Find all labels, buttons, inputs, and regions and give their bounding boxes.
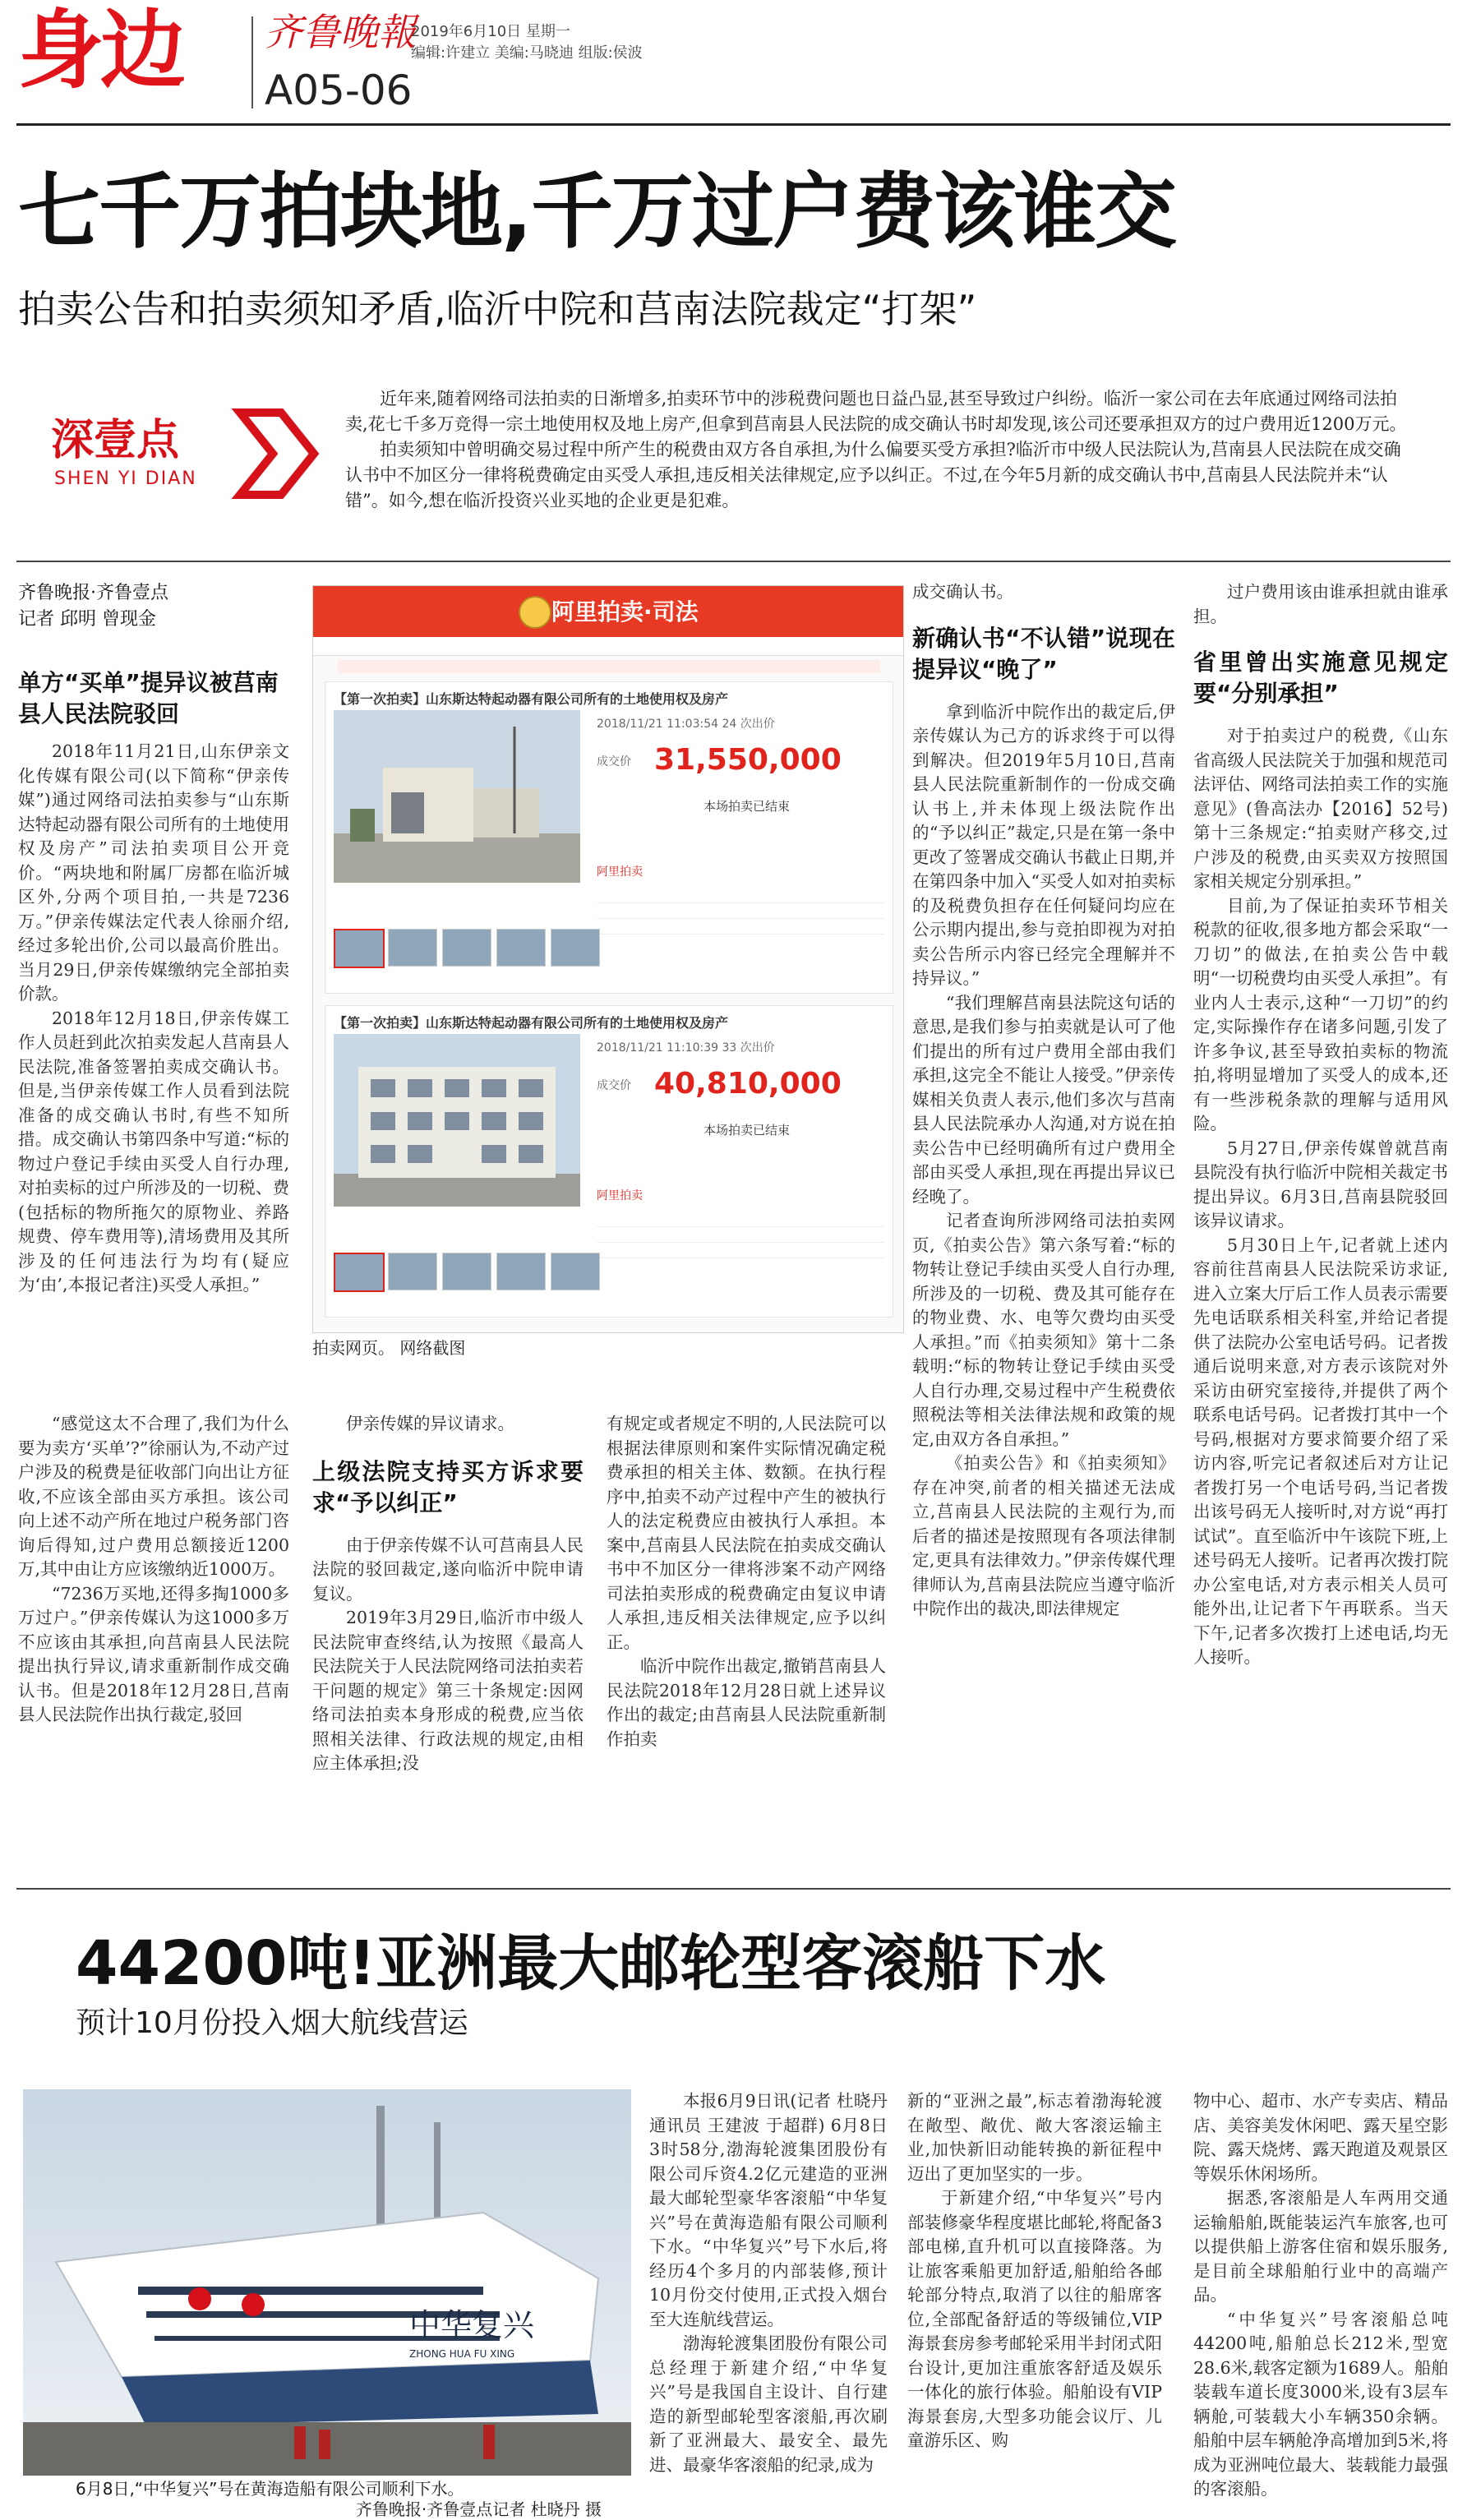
lot-thumbnails bbox=[334, 929, 605, 968]
paragraph: 由于伊亲传媒不认可莒南县人民法院的驳回裁定,遂向临沂中院申请复议。 bbox=[312, 1535, 584, 1604]
paragraph: “感觉这太不合理了,我们为什么要为卖方‘买单’?”徐丽认为,不动产过户涉及的税费是征收部门向出让方征收,不应该全部由买方承担。该公司向上述不动产所在地过户税务部门咨询后得知,过户费用总额接近1200万,其中由让方应该缴纳近1000万。 bbox=[18, 1414, 289, 1579]
paragraph: 成交确认书。 bbox=[912, 582, 1013, 602]
section-title: 身边 bbox=[18, 0, 183, 100]
thumbnail[interactable] bbox=[388, 929, 437, 967]
paragraph: 2019年3月29日,临沂市中级人民法院审查终结,认为按照《最高人民法院关于人民法院网络司法拍卖若干问题的规定》第三十条规定:因网络司法拍卖本身形成的税费,应当依照相关法律、行政法规的规定,由相应主体承担;没 bbox=[312, 1608, 584, 1773]
column-1-bottom bbox=[18, 1412, 289, 1728]
paragraph: 临沂中院作出裁定,撤销莒南县人民法院2018年12月28日就上述异议作出的裁定;由莒南县人民法院重新制作拍卖 bbox=[607, 1656, 886, 1749]
ship-name-en: ZHONG HUA FU XING bbox=[409, 2348, 515, 2360]
thumbnail[interactable] bbox=[442, 1253, 491, 1290]
header-divider bbox=[251, 16, 253, 108]
paragraph: 2018年12月18日,伊亲传媒工作人员赶到此次拍卖发起人莒南县人民法院,准备签署拍卖成交确认书。但是,当伊亲传媒工作人员看到法院准备的成交确认书时,有些不知所措。成交确认书第四条中写道:“标的物过户登记手续由买受人自行办理,对拍卖标的过户所涉及的一切税、费(包括标的物所拖欠的原物业、养路规费、停车费用等),清场费用及其所涉及的任何违法行为均有(疑应为‘由’,本报记者注)买受人承担。” bbox=[18, 1008, 289, 1295]
paragraph: “7236万买地,还得多掏1000多万过户。”伊亲传媒认为这1000多万不应该由其承担,向莒南县人民法院提出执行异议,请求重新制作成交确认书。但是2018年12月28日,莒南县人民法院作出执行裁定,驳回 bbox=[18, 1583, 289, 1724]
newspaper-logo: 齐鲁晚報 bbox=[265, 10, 416, 54]
caption-credit: 齐鲁晚报·齐鲁壹点记者 杜晓丹 摄 bbox=[355, 2499, 602, 2519]
screenshot-caption: 拍卖网页。 网络截图 bbox=[312, 1338, 466, 1358]
story-separator bbox=[16, 1888, 1451, 1890]
paragraph: 有规定或者规定不明的,人民法院可以根据法律原则和案件实际情况确定税费承担的相关主体、数额。在执行程序中,拍卖不动产过程中产生的被执行人的法定税费应由被执行人承担。本案中,莒南县人民法院在拍卖成交确认书中不加区分一律将涉案不动产网络司法拍卖形成的税费确定由复议申请人承担,违反相关法律规定,应予以纠正。 bbox=[607, 1414, 886, 1652]
thumbnail[interactable] bbox=[551, 1253, 600, 1290]
ship-caption bbox=[76, 2479, 602, 2520]
subheadline: 拍卖公告和拍卖须知矛盾,临沂中院和莒南法院裁定“打架” bbox=[18, 287, 977, 331]
site-alert bbox=[338, 660, 880, 673]
paragraph: 过户费用该由谁承担就由谁承担。 bbox=[1193, 582, 1448, 626]
lead-rule bbox=[16, 561, 1451, 562]
paragraph: 于新建介绍,“中华复兴”号内部装修豪华程度堪比邮轮,将配备3部电梯,直升机可以直接降落。为让旅客乘船更加舒适,船舶给各邮轮部分特点,取消了以往的船席客位,全部配备舒适的等级铺位,VIP海景套房参考邮轮采用半封闭式阳台设计,更加注重旅客舒适及娱乐一体化的旅行体验。船舶设有VIP海景套房,大型多功能会议厅、儿童游乐区、购 bbox=[907, 2188, 1162, 2450]
section-heading: 省里曾出实施意见规定要“分别承担” bbox=[1193, 648, 1448, 707]
byline-reporters: 记者 邱明 曾现金 bbox=[18, 609, 156, 630]
byline bbox=[18, 580, 289, 633]
thumbnail[interactable] bbox=[334, 929, 385, 968]
column-3 bbox=[912, 580, 1175, 1622]
header-meta bbox=[411, 21, 643, 64]
auction-screenshot bbox=[312, 585, 904, 1333]
auction-lot bbox=[325, 681, 893, 994]
lot-status: 本场拍卖已结束 bbox=[704, 1123, 791, 1138]
thumbnail[interactable] bbox=[442, 929, 491, 967]
paragraph: 伊亲传媒的异议请求。 bbox=[346, 1414, 514, 1433]
story2-column-3 bbox=[1193, 2089, 1448, 2502]
header-rule bbox=[16, 123, 1451, 126]
auction-lot bbox=[325, 1005, 893, 1318]
ship-photo bbox=[23, 2089, 631, 2476]
site-title: 阿里拍卖·司法 bbox=[551, 598, 699, 625]
factory-gate-photo bbox=[334, 710, 580, 883]
paragraph: 物中心、超市、水产专卖店、精品店、美容美发休闲吧、露天星空影院、露天烧烤、露天跑道及观景区等娱乐休闲场所。 bbox=[1193, 2091, 1448, 2184]
paragraph: 拿到临沂中院作出的裁定后,伊亲传媒认为己方的诉求终于可以得到解决。但2019年5月10日,莒南县人民法院重新制作的一份成交确认书上,并未体现上级法院作出的“予以纠正”裁定,只是在第一条中更改了签署成交确认书截止日期,并在第四条中加入“买受人如对拍卖标的及税费负担存在任何疑问均应在公示期内提出,参与竞拍即视为对拍卖公告所示内容已经完全理解并不持异议。” bbox=[912, 701, 1175, 988]
badge-arrow-icon bbox=[224, 404, 322, 503]
lot-thumbnails bbox=[334, 1253, 605, 1292]
lot-brand: 阿里拍卖 bbox=[597, 865, 643, 879]
lead-paragraphs bbox=[345, 386, 1418, 514]
lead-paragraph: 拍卖须知中曾明确交易过程中所产生的税费由双方各自承担,为什么偏要买受方承担?临沂市中级人民法院认为,莒南县人民法院在成交确认书中不加区分一律将税费确定由买受人承担,违反相关法律规定,应予以纠正。不过,在今年5月新的成交确认书中,莒南县人民法院并未“认错”。如今,想在临沂投资兴业买地的企业更是犯难。 bbox=[345, 440, 1401, 510]
lot-price: 31,550,000 bbox=[654, 743, 842, 777]
badge-subtext: SHEN YI DIAN bbox=[54, 468, 197, 489]
byline-source: 齐鲁晚报·齐鲁壹点 bbox=[18, 583, 168, 603]
section-heading: 单方“买单”提异议被莒南县人民法院驳回 bbox=[18, 669, 279, 727]
headline-2: 44200吨!亚洲最大邮轮型客滚船下水 bbox=[76, 1928, 1106, 1999]
paragraph: 对于拍卖过户的税费,《山东省高级人民法院关于加强和规范司法评估、网络司法拍卖工作的实施意见》(鲁高法办【2016】52号)第十三条规定:“拍卖财产移交,过户涉及的税费,由买卖双方按照国家相关规定分别承担。” bbox=[1193, 726, 1448, 891]
lot-time: 2018/11/21 11:03:54 24 次出价 bbox=[597, 718, 775, 731]
lot-price: 40,810,000 bbox=[654, 1067, 842, 1101]
price-label: 成交价 bbox=[597, 755, 631, 768]
section-heading: 新确认书“不认错”说现在提异议“晚了” bbox=[912, 624, 1175, 683]
court-emblem-icon bbox=[519, 596, 551, 629]
thumbnail[interactable] bbox=[496, 1253, 546, 1290]
thumbnail[interactable] bbox=[496, 929, 546, 967]
lot-status: 本场拍卖已结束 bbox=[704, 799, 791, 814]
lot-time: 2018/11/21 11:10:39 33 次出价 bbox=[597, 1041, 775, 1055]
site-nav bbox=[313, 637, 903, 656]
paragraph: 5月27日,伊亲传媒曾就莒南县院没有执行临沂中院相关裁定书提出异议。6月3日,莒南县院驳回该异议请求。 bbox=[1193, 1138, 1448, 1230]
thumbnail[interactable] bbox=[551, 929, 600, 967]
story2-column-1 bbox=[649, 2089, 888, 2477]
lot-details bbox=[597, 888, 884, 935]
factory-building-photo bbox=[334, 1034, 580, 1207]
paragraph: 记者查询所涉网络司法拍卖网页,《拍卖公告》第六条写着:“标的物转让登记手续由买受人自行办理,所涉及的一切税、费及其可能存在的物业费、水、电等欠费均由买受人承担。”而《拍卖须知》第十二条载明:“标的物转让登记手续由买受人自行办理,交易过程中产生税费依照税法等相关法律法规和政策的规定,由双方各自承担。” bbox=[912, 1211, 1175, 1449]
lot-brand: 阿里拍卖 bbox=[597, 1189, 643, 1202]
paragraph: 目前,为了保证拍卖环节相关税款的征收,很多地方都会采取“一刀切”的做法,在拍卖公告中载明“一切税费均由买受人承担”。有业内人士表示,这种“一刀切”的约定,实际操作存在诸多问题,引发了许多争议,甚至导致拍卖标的物流拍,将明显增加了买受人的成本,还有一些涉税条款的理解与适用风险。 bbox=[1193, 895, 1448, 1133]
lot-details bbox=[597, 1212, 884, 1258]
paragraph: “我们理解莒南县法院这句话的意思,是我们参与拍卖就是认可了他们提出的所有过户费用全部由我们承担,这完全不能让人接受。”伊亲传媒相关负责人表示,他们多次与莒南县人民法院承办人沟通,对方说在拍卖公告中已经明确所有过户费用全部由买受人承担,现在再提出异议已经晚了。 bbox=[912, 992, 1175, 1207]
caption-line: 6月8日,“中华复兴”号在黄海造船有限公司顺利下水。 bbox=[76, 2479, 464, 2499]
paragraph: 5月30日上午,记者就上述内容前往莒南县人民法院采访求证,进入立案大厅后工作人员表示需要先电话联系相关科室,并给记者提供了法院办公室电话号码。记者拨通后说明来意,对方表示该院对外采访由研究室接待,并提供了两个联系电话号码。记者拨打其中一个号码,根据对方要求简要介绍了采访内容,听完记者叙述后对方让记者拨打另一个电话号码,当记者拨出该号码无人接听时,对方说“再打试试”。直至临沂中午该院下班,上述号码无人接听。记者再次拨打院办公室电话,对方表示相关人员可能外出,让记者下午再联系。当天下午,记者多次拨打上述电话,均无人接听。 bbox=[1193, 1235, 1448, 1667]
badge-text: 深壹点 bbox=[51, 416, 180, 465]
shen-yi-dian-badge bbox=[51, 409, 314, 516]
section-heading: 上级法院支持买方诉求要求“予以纠正” bbox=[312, 1457, 584, 1516]
staff-line: 编辑:许建立 美编:马晓迪 组版:侯波 bbox=[411, 44, 643, 62]
thumbnail[interactable] bbox=[388, 1253, 437, 1290]
paragraph: 新的“亚洲之最”,标志着渤海轮渡在敞型、敞优、敞大客滚运输主业,加快新旧动能转换的新征程中迈出了更加坚实的一步。 bbox=[907, 2091, 1162, 2184]
ship-name: 中华复兴 bbox=[409, 2307, 535, 2343]
paragraph: 2018年11月21日,山东伊亲文化传媒有限公司(以下简称“伊亲传媒”)通过网络司法拍卖参与“山东斯达特起动器有限公司所有的土地使用权及房产”司法拍卖项目公开竞价。“两块地和附属厂房都在临沂城区外,分两个项目拍,一共是7236万。”伊亲传媒法定代表人徐丽介绍,经过多轮出价,公司以最高价胜出。当月29日,伊亲传媒缴纳完全部拍卖价款。 bbox=[18, 741, 289, 1004]
paragraph: 据悉,客滚船是人车两用交通运输船舶,既能装运汽车旅客,也可以提供船上游客住宿和娱乐服务,是目前全球船舶行业中的高端产品。 bbox=[1193, 2188, 1448, 2305]
price-label: 成交价 bbox=[597, 1079, 631, 1092]
paragraph: 《拍卖公告》和《拍卖须知》存在冲突,前者的相关描述无法成立,莒南县人民法院的主观行为,而后者的描述是按照现有各项法律制定,更具有法律效力。”伊亲传媒代理律师认为,莒南县法院应当遵守临沂中院作出的裁决,即法律规定 bbox=[912, 1453, 1175, 1618]
lot-title: 【第一次拍卖】山东斯达特起动器有限公司所有的土地使用权及房产 bbox=[334, 1015, 729, 1031]
headline: 七千万拍块地,千万过户费该谁交 bbox=[18, 164, 1175, 260]
paragraph: 本报6月9日讯(记者 杜晓丹 通讯员 王建波 于超群) 6月8日3时58分,渤海轮渡集团股份有限公司斥资4.2亿元建造的亚洲最大邮轮型豪华客滚船“中华复兴”号在黄海造船有限公司顺利下水。“中华复兴”号下水后,将经历4个多月的内部装修,预计10月份交付使用,正式投入烟台至大连航线营运。 bbox=[649, 2091, 888, 2329]
column-4 bbox=[1193, 580, 1448, 1670]
column-3-bottom bbox=[607, 1412, 886, 1752]
column-1-body bbox=[18, 740, 289, 1298]
date-line: 2019年6月10日 星期一 bbox=[411, 23, 570, 40]
story2-column-2 bbox=[907, 2089, 1162, 2453]
thumbnail[interactable] bbox=[334, 1253, 385, 1292]
column-2-bottom bbox=[312, 1412, 584, 1776]
paragraph: “中华复兴”号客滚船总吨44200吨,船舶总长212米,型宽28.6米,载客定额为1689人。船舶装载车道长度3000米,设有3层车辆舱,可装载大小车辆350余辆。船舶中层车辆舱净高增加到5米,将成为亚洲吨位最大、装载能力最强的客滚船。 bbox=[1193, 2309, 1448, 2499]
lead-paragraph: 近年来,随着网络司法拍卖的日渐增多,拍卖环节中的涉税费问题也日益凸显,甚至导致过户纠纷。临沂一家公司在去年底通过网络司法拍卖,花七千多万竞得一宗土地使用权及地上房产,但拿到莒南县人民法院的成交确认书时却发现,该公司还要承担双方的过户费用近1200万元。 bbox=[345, 389, 1407, 434]
page-number: A05-06 bbox=[265, 67, 413, 114]
subheadline-2: 预计10月份投入烟大航线营运 bbox=[76, 2006, 468, 2040]
lot-title: 【第一次拍卖】山东斯达特起动器有限公司所有的土地使用权及房产 bbox=[334, 691, 729, 707]
paragraph: 渤海轮渡集团股份有限公司总经理于新建介绍,“中华复兴”号是我国自主设计、自行建造的新型邮轮型客滚船,再次刷新了亚洲最大、最安全、最先进、最豪华客滚船的纪录,成为 bbox=[649, 2333, 888, 2475]
